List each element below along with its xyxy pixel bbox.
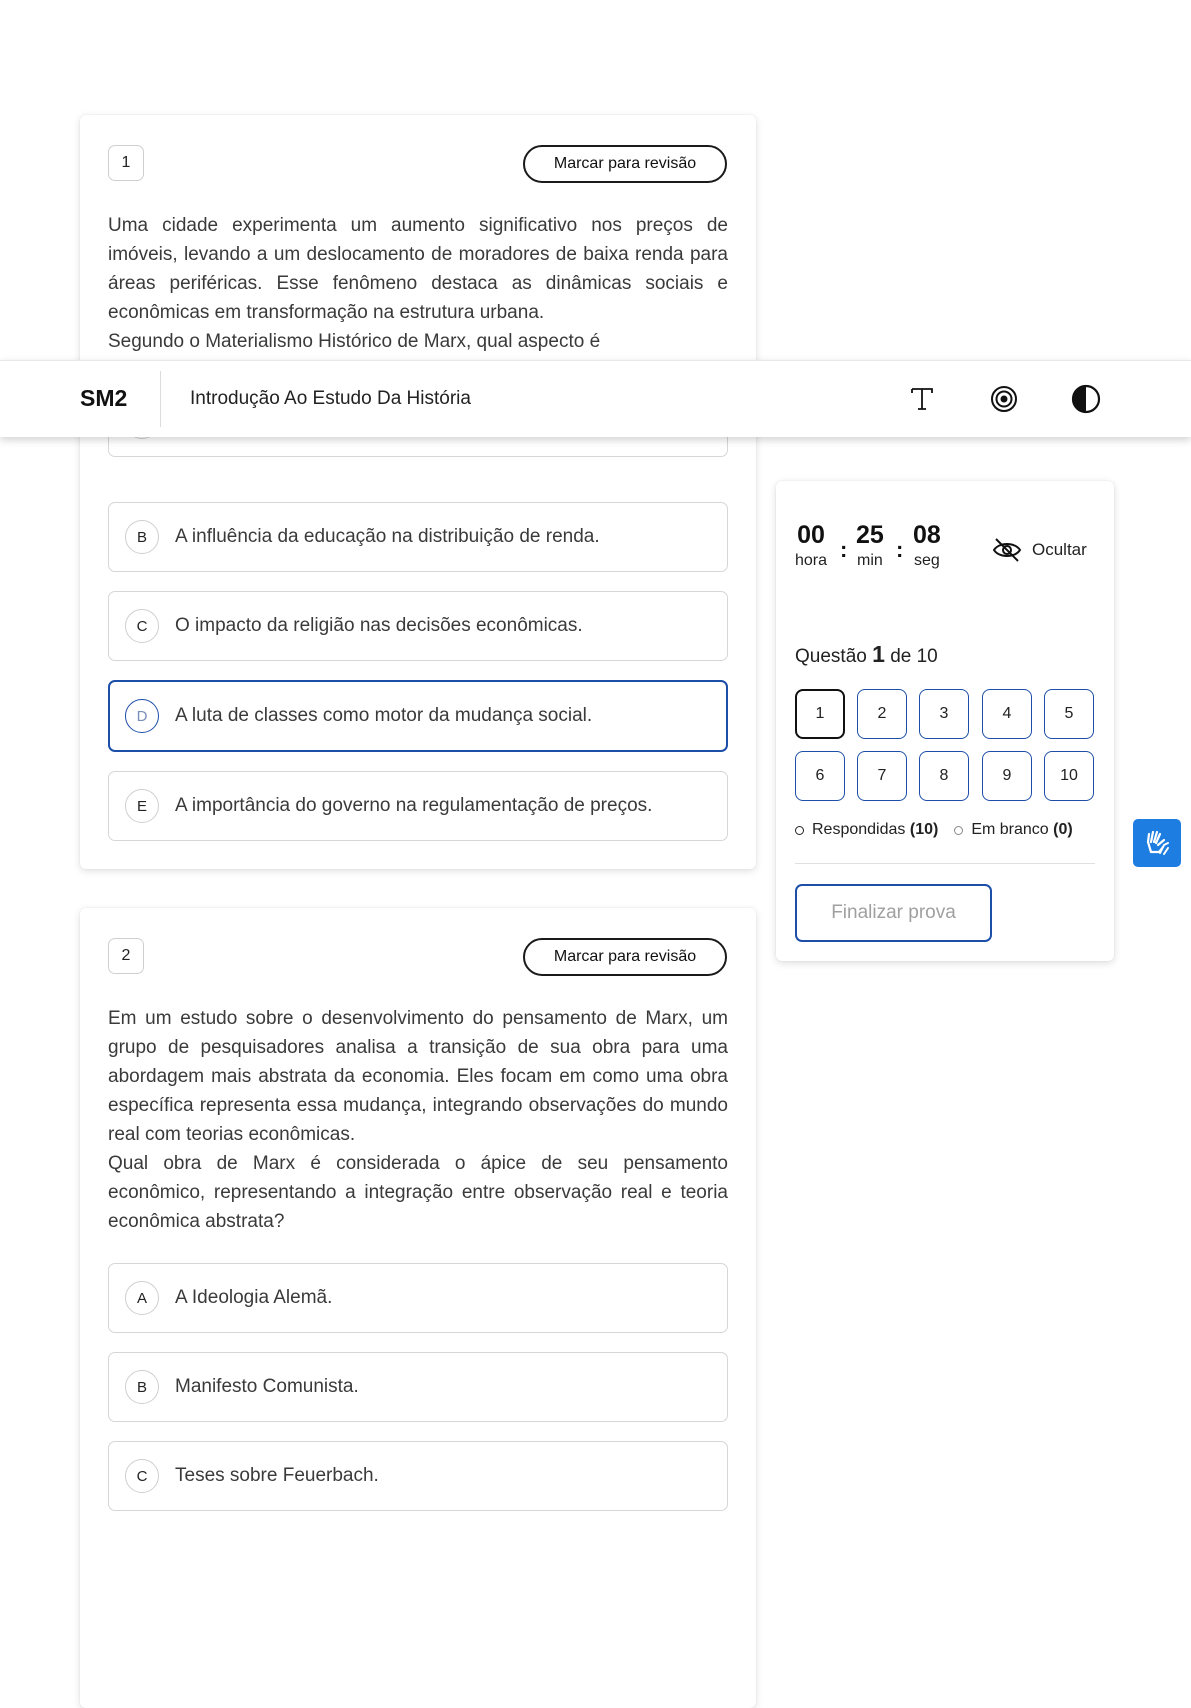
option-c[interactable]: [108, 1441, 728, 1511]
contrast-icon[interactable]: [1066, 379, 1106, 419]
option-text: Teses sobre Feuerbach.: [175, 1465, 379, 1486]
option-letter: E: [125, 789, 159, 823]
answered-label: Respondidas: [812, 821, 906, 838]
option-letter: D: [125, 699, 159, 733]
option-text: O impacto da religião nas decisões econômicas.: [175, 615, 583, 636]
option-letter: C: [125, 1459, 159, 1493]
brand-logo: SM2: [80, 385, 128, 411]
option-letter: B: [125, 1370, 159, 1404]
answered-count: (10): [909, 821, 939, 838]
panel-divider: [795, 863, 1095, 864]
text-size-icon[interactable]: [902, 379, 942, 419]
blank-dot-icon: [954, 826, 963, 835]
question-nav-5[interactable]: 5: [1044, 689, 1094, 739]
exam-panel: [776, 481, 1114, 961]
option-e[interactable]: [108, 771, 728, 841]
question-nav-6[interactable]: 6: [795, 751, 845, 801]
option-b[interactable]: [108, 1352, 728, 1422]
question-nav-4[interactable]: 4: [982, 689, 1032, 739]
option-d[interactable]: [108, 680, 728, 752]
blank-label: Em branco: [971, 821, 1049, 838]
counter-current: 1: [872, 641, 885, 667]
question-number: 2: [108, 938, 144, 974]
mark-for-review-button[interactable]: Marcar para revisão: [523, 145, 727, 183]
question-nav-2[interactable]: 2: [857, 689, 907, 739]
option-text: Manifesto Comunista.: [175, 1376, 359, 1397]
question-stem: [108, 1004, 728, 1236]
timer-seconds: [913, 521, 941, 570]
course-title: Introdução Ao Estudo Da História: [190, 388, 471, 409]
seconds-label: seg: [914, 552, 940, 569]
eye-off-icon: [992, 537, 1022, 563]
hide-label: Ocultar: [1032, 540, 1087, 559]
question-stem: [108, 211, 728, 356]
sign-language-button[interactable]: [1133, 819, 1181, 867]
question-card-1: [80, 115, 756, 869]
option-text: A influência da educação na distribuição de renda.: [175, 526, 600, 547]
counter-suffix: de 10: [890, 646, 938, 667]
option-text: A importância do governo na regulamentação de preços.: [175, 795, 653, 816]
status-legend: [795, 821, 1073, 839]
option-b[interactable]: [108, 502, 728, 572]
target-icon[interactable]: [984, 379, 1024, 419]
stem-paragraph: Uma cidade experimenta um aumento significativo nos preços de imóveis, levando a um deslocamento de moradores de baixa renda para áreas periféricas. Esse fenômeno destaca as dinâmicas sociais e econômicas em transformação na estrutura urbana.: [108, 215, 728, 323]
hours-value: 00: [797, 521, 825, 549]
option-c[interactable]: [108, 591, 728, 661]
question-nav-10[interactable]: 10: [1044, 751, 1094, 801]
top-bar: [0, 360, 1191, 437]
header-divider: [160, 371, 161, 427]
timer-minutes: [856, 521, 884, 570]
option-letter: A: [125, 1281, 159, 1315]
question-card-2: [80, 908, 756, 1708]
timer-hours: [795, 521, 827, 570]
minutes-value: 25: [856, 521, 884, 549]
answered-dot-icon: [795, 826, 804, 835]
option-text: A luta de classes como motor da mudança social.: [175, 705, 593, 726]
question-counter: [795, 641, 938, 668]
question-nav-9[interactable]: 9: [982, 751, 1032, 801]
option-text: A Ideologia Alemã.: [175, 1287, 333, 1308]
question-number: 1: [108, 145, 144, 181]
hide-timer-button[interactable]: [992, 537, 1087, 563]
option-a[interactable]: [108, 1263, 728, 1333]
question-nav-8[interactable]: 8: [919, 751, 969, 801]
question-nav-3[interactable]: 3: [919, 689, 969, 739]
option-letter: B: [125, 520, 159, 554]
stem-paragraph: Qual obra de Marx é considerada o ápice de seu pensamento econômico, representando a integração entre observação real e teoria econômica abstrata?: [108, 1153, 728, 1232]
timer-separator: :: [896, 537, 904, 562]
mark-for-review-button[interactable]: Marcar para revisão: [523, 938, 727, 976]
seconds-value: 08: [913, 521, 941, 549]
finish-exam-button[interactable]: Finalizar prova: [795, 884, 992, 942]
option-letter: C: [125, 609, 159, 643]
question-nav-1[interactable]: 1: [795, 689, 845, 739]
blank-count: (0): [1053, 821, 1073, 838]
stem-paragraph: Segundo o Materialismo Histórico de Marx, qual aspecto é: [108, 331, 601, 352]
timer-separator: :: [840, 537, 848, 562]
question-nav-7[interactable]: 7: [857, 751, 907, 801]
minutes-label: min: [857, 552, 883, 569]
sign-language-icon: [1142, 828, 1172, 858]
hours-label: hora: [795, 552, 828, 569]
stem-paragraph: Em um estudo sobre o desenvolvimento do pensamento de Marx, um grupo de pesquisadores analisa a transição de sua obra para uma abordagem mais abstrata da economia. Eles focam em como uma obra específica representa essa mudança, integrando observações do mundo real com teorias econômicas.: [108, 1008, 728, 1145]
counter-prefix: Questão: [795, 646, 867, 667]
